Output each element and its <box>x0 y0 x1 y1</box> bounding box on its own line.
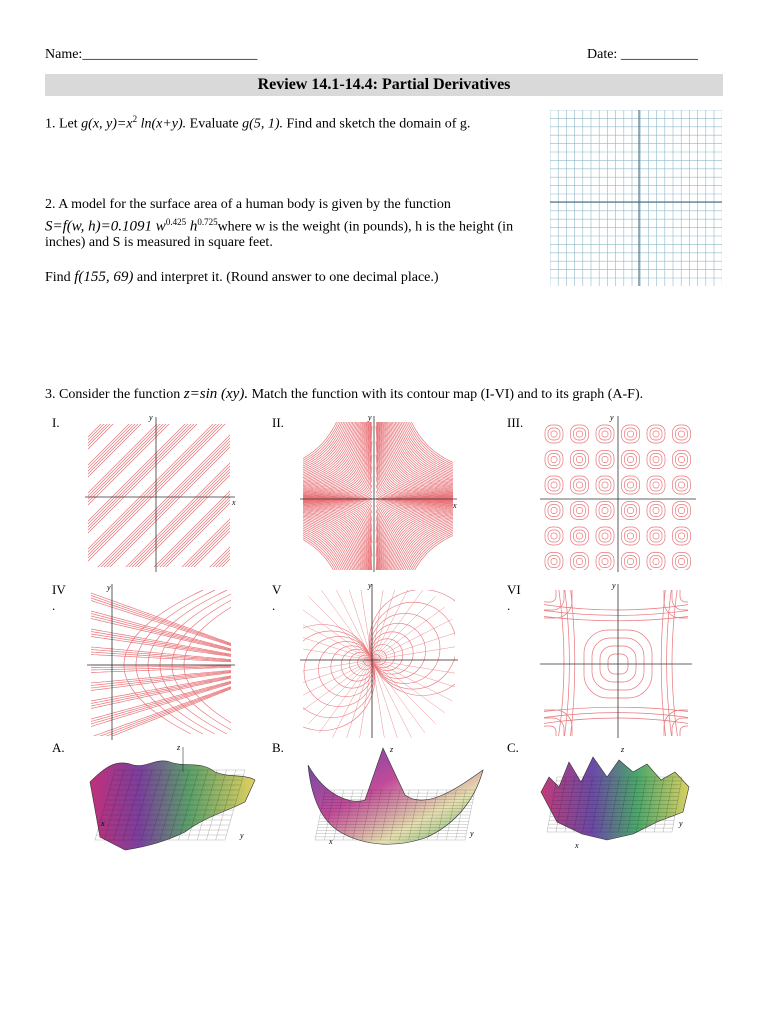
contour-loop <box>676 505 688 517</box>
contour-loop <box>602 559 608 565</box>
contour-label-5-dot: . <box>272 598 276 613</box>
contour-1-lines <box>85 412 240 572</box>
contour-loop <box>548 530 560 542</box>
contour-loop <box>599 454 611 466</box>
graph-b-y-label: y <box>470 829 474 838</box>
contour-line <box>85 412 181 572</box>
question-2-find <box>45 269 439 286</box>
contour-line <box>85 412 88 572</box>
q2-exponent-w: 0.425 <box>165 217 187 227</box>
contour-map-5 <box>300 580 460 740</box>
contour-loop <box>679 431 685 437</box>
contour-loop <box>653 431 659 437</box>
q1-evaluate: Evaluate <box>189 116 239 132</box>
contour-line <box>85 412 91 572</box>
contour-line <box>158 412 240 572</box>
contour-loop <box>548 479 560 491</box>
contour-loop <box>599 556 611 568</box>
contour-6-y-label: y <box>612 581 616 590</box>
contour-loop <box>653 508 659 514</box>
contour-line <box>211 412 240 572</box>
q3-function: z=sin (xy). <box>183 386 249 402</box>
contour-line <box>85 412 94 572</box>
contour-loop <box>551 533 557 539</box>
contour-line <box>239 412 240 572</box>
contour-line <box>91 686 235 740</box>
q2-line2-tail: where w is the weight (in pounds), h is the height (in <box>217 219 514 235</box>
q1-number: 1. Let <box>45 116 78 132</box>
question-3 <box>45 386 643 403</box>
contour-loop <box>676 412 688 415</box>
contour-loop <box>650 505 662 517</box>
contour-line <box>85 412 231 572</box>
graph-c-z-label: z <box>621 745 625 754</box>
contour-line <box>85 412 200 572</box>
contour-loop <box>676 454 688 466</box>
contour-map-1 <box>85 412 240 574</box>
contour-loop <box>602 533 608 539</box>
contour-loop <box>664 710 692 740</box>
contour-6-lines <box>540 580 692 740</box>
surface-graph-b <box>305 740 487 852</box>
contour-loop <box>679 533 685 539</box>
q3-rest: Match the function with its contour map (I-VI) and to its graph (A-F). <box>251 387 644 402</box>
page-title: Review 14.1-14.4: Partial Derivatives <box>45 74 723 96</box>
contour-line <box>85 412 141 572</box>
contour-loop <box>602 457 608 463</box>
contour-loop <box>551 457 557 463</box>
question-2-line-2 <box>45 217 513 236</box>
contour-loop <box>574 479 586 491</box>
graph-label-b: B. <box>272 740 284 755</box>
surface-graph-c <box>537 742 697 854</box>
contour-loop <box>628 431 634 437</box>
contour-loop <box>679 457 685 463</box>
contour-loop <box>676 530 688 542</box>
contour-line <box>189 412 240 572</box>
contour-loop <box>647 412 665 418</box>
contour-line <box>376 524 462 575</box>
contour-2-lines <box>300 412 462 574</box>
contour-line <box>85 412 237 572</box>
name-field-label: Name:_________________________ <box>45 47 258 62</box>
graph-c-x-label: x <box>575 841 579 850</box>
contour-loop <box>680 726 692 740</box>
contour-loop <box>577 533 583 539</box>
q2-formula-h: h <box>186 218 198 235</box>
contour-loop <box>650 412 662 415</box>
contour-line <box>85 412 122 572</box>
graph-b-x-label: x <box>329 837 333 846</box>
contour-loop <box>628 533 634 539</box>
contour-loop <box>625 556 637 568</box>
contour-loop <box>653 482 659 488</box>
graph-a-z-label: z <box>177 743 181 752</box>
contour-loop <box>574 530 586 542</box>
contour-loop <box>548 505 560 517</box>
contour-loop <box>628 559 634 565</box>
contour-loop <box>650 530 662 542</box>
graph-b-z-label: z <box>390 745 394 754</box>
contour-loop <box>628 508 634 514</box>
contour-loop <box>571 412 589 418</box>
contour-line <box>152 412 240 572</box>
graph-label-a: A. <box>52 740 65 755</box>
contour-loop <box>577 431 583 437</box>
contour-line <box>91 682 235 726</box>
contour-loop <box>602 431 608 437</box>
contour-line <box>85 412 197 572</box>
contour-loop <box>540 586 556 602</box>
contour-loop <box>599 530 611 542</box>
q3-prefix: 3. Consider the function <box>45 387 181 402</box>
date-field-label: Date: ___________ <box>587 47 698 62</box>
contour-loop <box>673 412 691 418</box>
contour-line <box>85 412 234 572</box>
contour-loop <box>679 559 685 565</box>
contour-loop <box>676 556 688 568</box>
contour-loop <box>548 428 560 440</box>
contour-loop <box>599 505 611 517</box>
contour-1-x-label: x <box>232 498 236 507</box>
contour-label-6-dot: . <box>507 598 511 613</box>
contour-loop <box>628 482 634 488</box>
contour-loop <box>551 508 557 514</box>
contour-line <box>85 412 175 572</box>
contour-line <box>155 412 240 572</box>
contour-loop <box>653 533 659 539</box>
contour-label-2: II. <box>272 415 284 430</box>
contour-loop <box>577 559 583 565</box>
graph-paper-grid <box>550 110 722 286</box>
contour-label-6: VI <box>507 582 521 597</box>
contour-line <box>133 412 240 572</box>
contour-line <box>96 412 240 572</box>
contour-line <box>233 412 240 572</box>
contour-loop <box>622 412 640 418</box>
contour-line <box>177 412 240 572</box>
contour-loop <box>551 431 557 437</box>
contour-2-y-label: y <box>368 413 372 422</box>
contour-loop <box>625 479 637 491</box>
contour-map-2 <box>300 412 462 574</box>
contour-loop <box>650 556 662 568</box>
contour-loop <box>650 454 662 466</box>
contour-label-4-dot: . <box>52 598 56 613</box>
contour-circle <box>369 590 460 696</box>
contour-line <box>93 412 240 572</box>
contour-line <box>91 671 235 686</box>
q1-function: g(x, y)=x <box>81 116 133 132</box>
contour-loop <box>628 457 634 463</box>
contour-loop <box>679 508 685 514</box>
q1-rest: Find and sketch the domain of g. <box>286 116 471 132</box>
contour-loop <box>545 412 563 418</box>
contour-line <box>85 412 144 572</box>
contour-line <box>127 412 240 572</box>
graph-c-y-label: y <box>679 819 683 828</box>
q1-exponent: 2 <box>132 114 138 124</box>
contour-line <box>91 598 235 646</box>
contour-line <box>217 412 240 572</box>
contour-line <box>300 412 372 479</box>
q2-formula: S=f(w, h)=0.1091 w <box>45 218 166 235</box>
contour-loop <box>574 454 586 466</box>
contour-loop <box>602 508 608 514</box>
contour-label-3: III. <box>507 415 524 430</box>
contour-label-1: I. <box>52 415 60 430</box>
contour-line <box>121 412 240 572</box>
contour-line <box>540 616 692 621</box>
contour-3-y-label: y <box>610 413 614 422</box>
contour-line <box>85 412 119 572</box>
contour-loop <box>650 428 662 440</box>
q2-find: Find <box>45 270 71 285</box>
contour-loop <box>574 505 586 517</box>
q2-exponent-h: 0.725 <box>197 217 218 227</box>
contour-loop <box>577 482 583 488</box>
contour-loop <box>625 505 637 517</box>
q2-find-rest: and interpret it. (Round answer to one decimal place.) <box>136 270 439 285</box>
contour-loop <box>599 428 611 440</box>
contour-loop <box>574 556 586 568</box>
surface-a-shape <box>90 761 255 850</box>
contour-line <box>85 412 125 572</box>
contour-line <box>105 412 240 572</box>
q2-find-expr: f(155, 69) <box>74 269 134 285</box>
contour-loop <box>664 580 692 618</box>
contour-map-6 <box>540 580 692 740</box>
contour-loop <box>653 559 659 565</box>
contour-line <box>91 611 235 650</box>
contour-loop <box>650 479 662 491</box>
contour-label-5: V <box>272 582 282 597</box>
question-1 <box>45 114 470 133</box>
contour-map-4 <box>85 580 240 740</box>
contour-line <box>91 681 235 722</box>
contour-loop <box>548 412 560 415</box>
contour-loop <box>577 508 583 514</box>
contour-line <box>183 412 240 572</box>
contour-line <box>214 412 240 572</box>
contour-3-lines <box>540 412 698 574</box>
contour-loop <box>551 559 557 565</box>
contour-1-y-label: y <box>149 413 153 422</box>
contour-loop <box>548 556 560 568</box>
contour-label-4: IV <box>52 582 66 597</box>
contour-line <box>149 412 240 572</box>
contour-loop <box>653 457 659 463</box>
question-2-line-1: 2. A model for the surface area of a human body is given by the function <box>45 197 451 212</box>
contour-loop <box>625 454 637 466</box>
contour-loop <box>679 482 685 488</box>
q1-eval-expr: g(5, 1). <box>242 116 283 132</box>
contour-line <box>558 584 564 740</box>
graph-label-c: C. <box>507 740 519 755</box>
contour-line <box>672 584 678 740</box>
surface-graph-a <box>85 742 260 854</box>
contour-loop <box>680 586 692 602</box>
contour-line <box>85 412 147 572</box>
contour-loop <box>625 428 637 440</box>
contour-loop <box>574 412 586 415</box>
contour-loop <box>548 454 560 466</box>
contour-loop <box>625 530 637 542</box>
contour-loop <box>625 412 637 415</box>
graph-a-x-label: x <box>101 819 105 828</box>
contour-loop <box>577 457 583 463</box>
contour-loop <box>574 428 586 440</box>
graph-a-y-label: y <box>240 831 244 840</box>
contour-line <box>85 412 206 572</box>
contour-loop <box>676 428 688 440</box>
contour-loop <box>602 482 608 488</box>
contour-line <box>85 412 116 572</box>
q1-function-tail: ln(x+y). <box>140 116 187 132</box>
graph-paper <box>550 110 722 286</box>
contour-loop <box>599 479 611 491</box>
contour-2-x-label: x <box>453 501 457 510</box>
contour-line <box>85 412 178 572</box>
contour-loop <box>676 479 688 491</box>
contour-5-y-label: y <box>368 581 372 590</box>
question-2-line-3: inches) and S is measured in square feet. <box>45 235 273 250</box>
contour-map-3 <box>540 412 698 574</box>
contour-line <box>236 412 240 572</box>
contour-line <box>540 707 692 712</box>
contour-line <box>85 412 209 572</box>
surface-c-shape <box>541 757 689 840</box>
contour-4-y-label: y <box>107 583 111 592</box>
contour-loop <box>551 482 557 488</box>
contour-loop <box>540 726 556 740</box>
